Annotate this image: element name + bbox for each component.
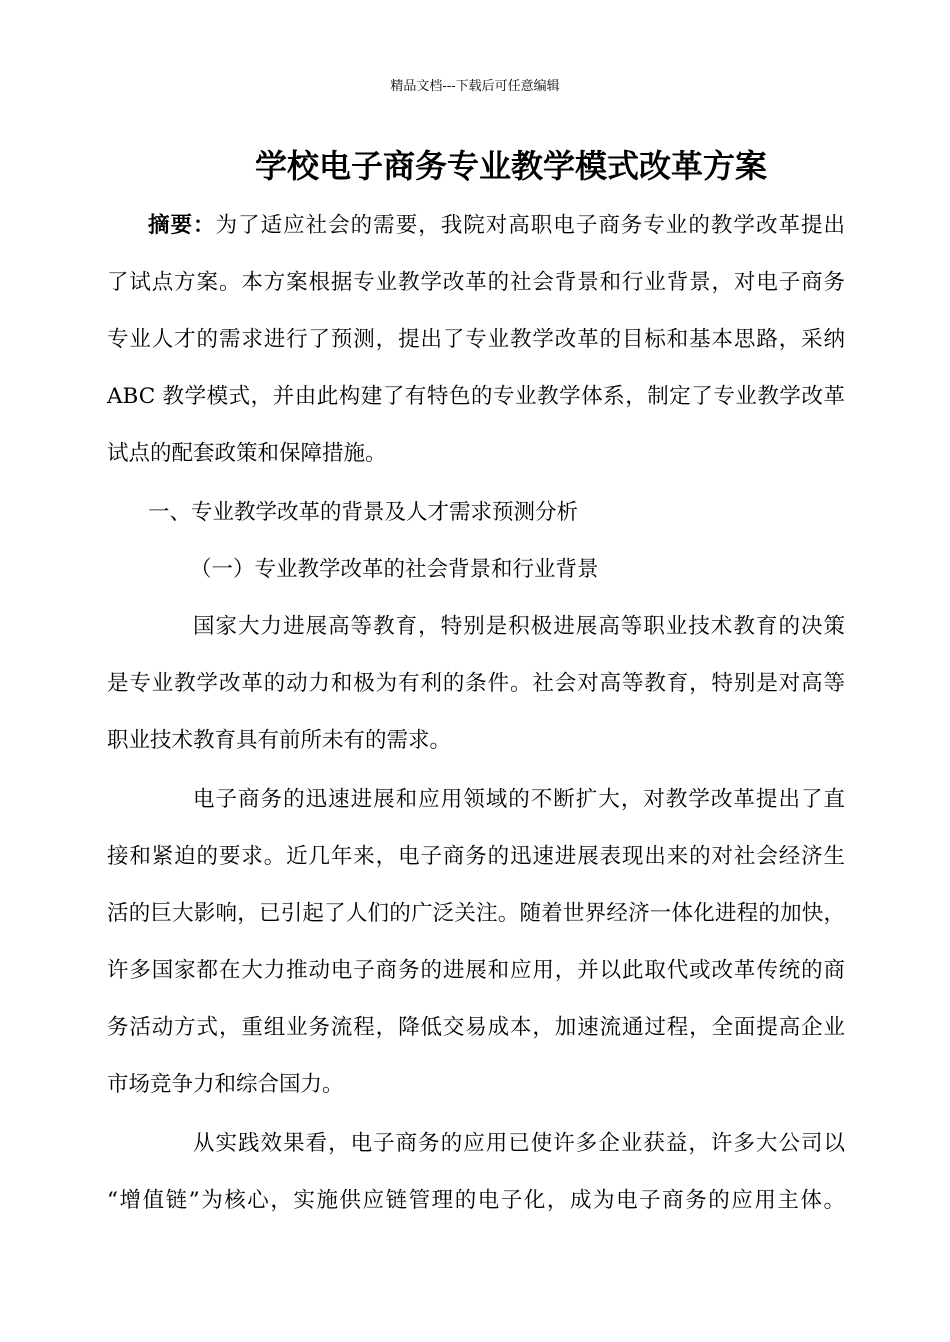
paragraph-line: 电子商务的迅速进展和应用领域的不断扩大，对教学改革提出了直 [193,787,845,812]
abstract-label: 摘要： [148,213,216,238]
paragraph-line: “增值链”为核心，实施供应链管理的电子化，成为电子商务的应用主体。 [107,1188,845,1213]
paragraph-line: 国家大力进展高等教育，特别是积极进展高等职业技术教育的决策 [193,614,845,639]
section-heading: 一、专业教学改革的背景及人才需求预测分析 [148,500,579,525]
abstract-line-3: 专业人才的需求进行了预测，提出了专业教学改革的目标和基本思路，采纳 [107,327,845,352]
paragraph-line: 市场竞争力和综合国力。 [107,1072,344,1097]
paragraph-line: 职业技术教育具有前所未有的需求。 [107,728,452,753]
paragraph-line: 从实践效果看，电子商务的应用已使许多企业获益，许多大公司以 [193,1131,845,1156]
subsection-heading: （一）专业教学改革的社会背景和行业背景 [190,557,599,582]
abstract-line-5: 试点的配套政策和保障措施。 [107,441,387,466]
paragraph-line: 许多国家都在大力推动电子商务的进展和应用，并以此取代或改革传统的商 [107,958,845,983]
abstract-text: 为了适应社会的需要，我院对高职电子商务专业的教学改革提出 [215,213,845,238]
page-title: 学校电子商务专业教学模式改革方案 [255,147,768,185]
header-note: 精品文档---下载后可任意编辑 [390,79,560,94]
paragraph-line: 务活动方式，重组业务流程，降低交易成本，加速流通过程，全面提高企业 [107,1015,845,1040]
paragraph-line: 活的巨大影响，已引起了人们的广泛关注。随着世界经济一体化进程的加快， [107,901,845,926]
abstract-line-1 [148,211,845,241]
abstract-line-4: ABC 教学模式，并由此构建了有特色的专业教学体系，制定了专业教学改革 [107,384,845,409]
abstract-line-2: 了试点方案。本方案根据专业教学改革的社会背景和行业背景，对电子商务 [107,270,845,295]
paragraph-line: 是专业教学改革的动力和极为有利的条件。社会对高等教育，特别是对高等 [107,671,845,696]
paragraph-line: 接和紧迫的要求。近几年来，电子商务的迅速进展表现出来的对社会经济生 [107,844,845,869]
